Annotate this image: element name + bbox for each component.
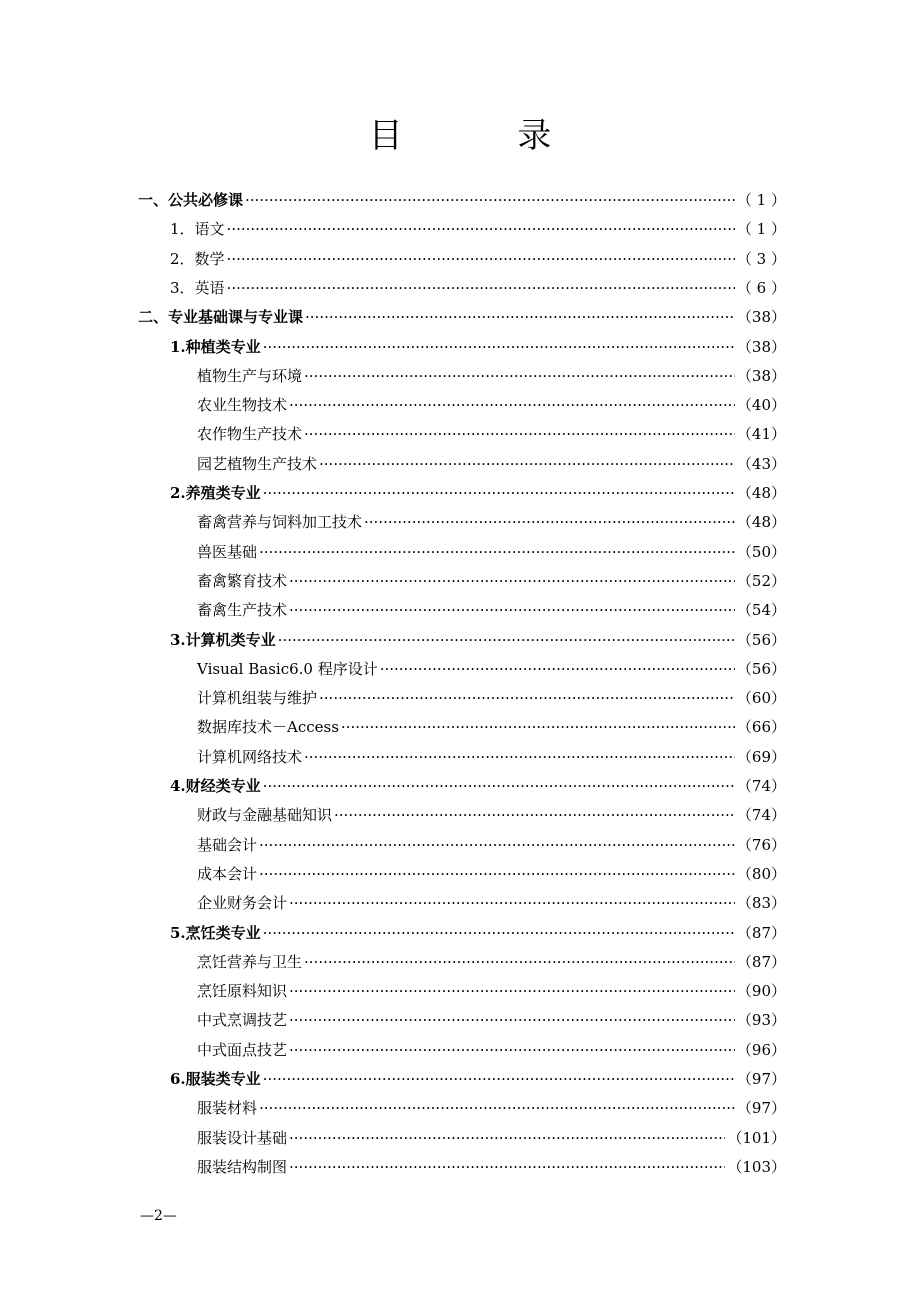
toc-entry-page: （48） <box>736 513 786 532</box>
dot-leader <box>304 948 735 977</box>
toc-entry-page: （66） <box>736 718 786 737</box>
dot-leader <box>227 245 735 274</box>
dot-leader <box>304 362 735 391</box>
toc-entry[interactable] <box>197 567 786 596</box>
toc-entry[interactable] <box>170 274 786 303</box>
toc-entry-label: 企业财务会计 <box>197 894 288 913</box>
toc-entry-label: 1．语文 <box>170 220 225 239</box>
toc-entry-label: 数据库技术－Access <box>197 718 339 737</box>
dot-leader <box>341 713 735 742</box>
toc-entry-page: （97） <box>736 1099 786 1118</box>
dot-leader <box>289 567 735 596</box>
toc-entry[interactable] <box>197 538 786 567</box>
dot-leader <box>245 186 735 215</box>
toc-entry[interactable] <box>170 479 786 508</box>
toc-entry-label: 5.烹饪类专业 <box>170 923 261 942</box>
toc-entry-label: 农作物生产技术 <box>197 425 303 444</box>
toc-entry[interactable] <box>170 245 786 274</box>
toc-entry-label: 一、公共必修课 <box>138 191 244 209</box>
dot-leader <box>263 919 735 948</box>
toc-entry[interactable] <box>197 831 786 860</box>
toc-entry[interactable] <box>197 948 786 977</box>
toc-entry[interactable] <box>197 655 786 684</box>
toc-entry-page: （52） <box>736 571 786 590</box>
toc-entry-label: 烹饪原料知识 <box>197 982 288 1001</box>
toc-entry-label: 中式烹调技艺 <box>197 1011 288 1030</box>
toc-entry-label: 1.种植类专业 <box>170 337 261 356</box>
toc-entry-page: （50） <box>736 542 786 561</box>
dot-leader <box>289 1124 725 1153</box>
toc-entry-page: （103） <box>727 1157 786 1176</box>
dot-leader <box>263 1065 735 1094</box>
toc-entry-page: （90） <box>736 982 786 1001</box>
dot-leader <box>259 1094 735 1123</box>
toc-entry-label: 2．数学 <box>170 249 225 268</box>
toc-entry-page: （38） <box>736 337 786 356</box>
toc-entry-label: Visual Basic6.0 程序设计 <box>197 659 378 678</box>
toc-entry[interactable] <box>197 1006 786 1035</box>
toc-entry-page: （87） <box>736 952 786 971</box>
toc-entry-page: （101） <box>727 1128 786 1147</box>
toc-entry-label: 计算机组装与维护 <box>197 689 318 708</box>
toc-entry-page: （76） <box>736 835 786 854</box>
dot-leader <box>319 684 735 713</box>
toc-entry-label: 畜禽生产技术 <box>197 601 288 620</box>
toc-entry-page: （54） <box>736 601 786 620</box>
dot-leader <box>289 1036 735 1065</box>
toc-entry[interactable] <box>197 391 786 420</box>
toc-entry[interactable] <box>170 1065 786 1094</box>
toc-entry[interactable] <box>197 684 786 713</box>
dot-leader <box>263 772 735 801</box>
dot-leader <box>289 391 735 420</box>
dot-leader <box>289 596 735 625</box>
toc-entry-page: （60） <box>736 689 786 708</box>
toc-entry-page: （38） <box>736 308 786 327</box>
toc-entry[interactable] <box>170 333 786 362</box>
toc-entry-page: （80） <box>736 864 786 883</box>
page-number: —2— <box>140 1208 177 1224</box>
dot-leader <box>259 538 735 567</box>
toc-entry-page: （74） <box>736 777 786 795</box>
toc-entry[interactable] <box>197 362 786 391</box>
toc-entry-label: 兽医基础 <box>197 542 258 561</box>
toc-entry-label: 服装结构制图 <box>197 1157 288 1176</box>
dot-leader <box>304 743 735 772</box>
toc-entry-page: （43） <box>736 454 786 473</box>
toc-entry-page: （56） <box>736 659 786 678</box>
dot-leader <box>289 1153 725 1182</box>
toc-entry-label: 计算机网络技术 <box>197 747 303 766</box>
dot-leader <box>289 977 735 1006</box>
toc-entry-label: 4.财经类专业 <box>170 777 261 795</box>
toc-entry-page: （83） <box>736 894 786 913</box>
toc-entry[interactable] <box>197 889 786 918</box>
toc-entry-label: 2.养殖类专业 <box>170 484 261 502</box>
toc-entry-label: 服装设计基础 <box>197 1128 288 1147</box>
dot-leader <box>263 479 735 508</box>
toc-entry-label: 烹饪营养与卫生 <box>197 952 303 971</box>
toc-entry-label: 畜禽繁育技术 <box>197 571 288 590</box>
dot-leader <box>319 450 735 479</box>
toc-entry-page: （96） <box>736 1040 786 1059</box>
toc-entry[interactable] <box>138 186 786 215</box>
page-title: 目 录 <box>368 116 604 156</box>
toc-entry-page: （69） <box>736 747 786 766</box>
toc-entry-label: 二、专业基础课与专业课 <box>138 308 304 327</box>
dot-leader <box>334 801 735 830</box>
toc-entry-label: 植物生产与环境 <box>197 366 303 385</box>
toc-entry-page: （ 3 ） <box>736 249 786 268</box>
dot-leader <box>380 655 735 684</box>
toc-entry-page: （38） <box>736 366 786 385</box>
dot-leader <box>259 860 735 889</box>
dot-leader <box>278 626 735 655</box>
dot-leader <box>289 1006 735 1035</box>
dot-leader <box>227 274 735 303</box>
toc-entry-page: （93） <box>736 1011 786 1030</box>
toc-entry[interactable] <box>197 713 786 742</box>
toc-entry[interactable] <box>197 860 786 889</box>
toc-entry-label: 园艺植物生产技术 <box>197 454 318 473</box>
toc-entry-label: 6.服装类专业 <box>170 1070 261 1088</box>
toc-entry-page: （ 1 ） <box>736 220 786 239</box>
toc-entry-page: （87） <box>736 923 786 942</box>
toc-entry-label: 财政与金融基础知识 <box>197 806 333 825</box>
toc-entry-label: 畜禽营养与饲料加工技术 <box>197 513 363 532</box>
dot-leader <box>259 831 735 860</box>
toc-entry[interactable] <box>197 1124 786 1153</box>
toc-entry[interactable] <box>170 919 786 948</box>
toc-entry-page: （ 6 ） <box>736 278 786 297</box>
toc-entry-page: （56） <box>736 630 786 649</box>
toc-entry[interactable] <box>197 420 786 449</box>
toc-entry[interactable] <box>197 743 786 772</box>
dot-leader <box>364 508 735 537</box>
toc-entry-page: （48） <box>736 484 786 502</box>
toc-entry[interactable] <box>197 1094 786 1123</box>
toc-entry[interactable] <box>170 626 786 655</box>
toc-entry-label: 3．英语 <box>170 278 225 297</box>
toc-entry-label: 成本会计 <box>197 864 258 883</box>
dot-leader <box>305 303 735 332</box>
toc-entry-label: 服装材料 <box>197 1099 258 1118</box>
toc-entry[interactable] <box>197 508 786 537</box>
dot-leader <box>304 420 735 449</box>
toc-entry[interactable] <box>197 1036 786 1065</box>
dot-leader <box>263 333 735 362</box>
toc-entry-label: 中式面点技艺 <box>197 1040 288 1059</box>
toc-entry-label: 农业生物技术 <box>197 396 288 415</box>
toc-entry-label: 3.计算机类专业 <box>170 630 276 649</box>
toc-entry[interactable] <box>197 977 786 1006</box>
toc-entry-page: （ 1 ） <box>736 191 786 209</box>
toc-entry[interactable] <box>197 1153 786 1182</box>
toc-entry[interactable] <box>197 596 786 625</box>
toc-entry[interactable] <box>197 450 786 479</box>
toc-entry[interactable] <box>197 801 786 830</box>
dot-leader <box>289 889 735 918</box>
toc-entry[interactable] <box>170 772 786 801</box>
toc-entry-page: （41） <box>736 425 786 444</box>
toc-entry-page: （40） <box>736 396 786 415</box>
toc-entry[interactable] <box>170 215 786 244</box>
toc-entry-label: 基础会计 <box>197 835 258 854</box>
toc-entry-page: （74） <box>736 806 786 825</box>
dot-leader <box>227 215 735 244</box>
toc-entry[interactable] <box>138 303 786 332</box>
toc-entry-page: （97） <box>736 1070 786 1088</box>
